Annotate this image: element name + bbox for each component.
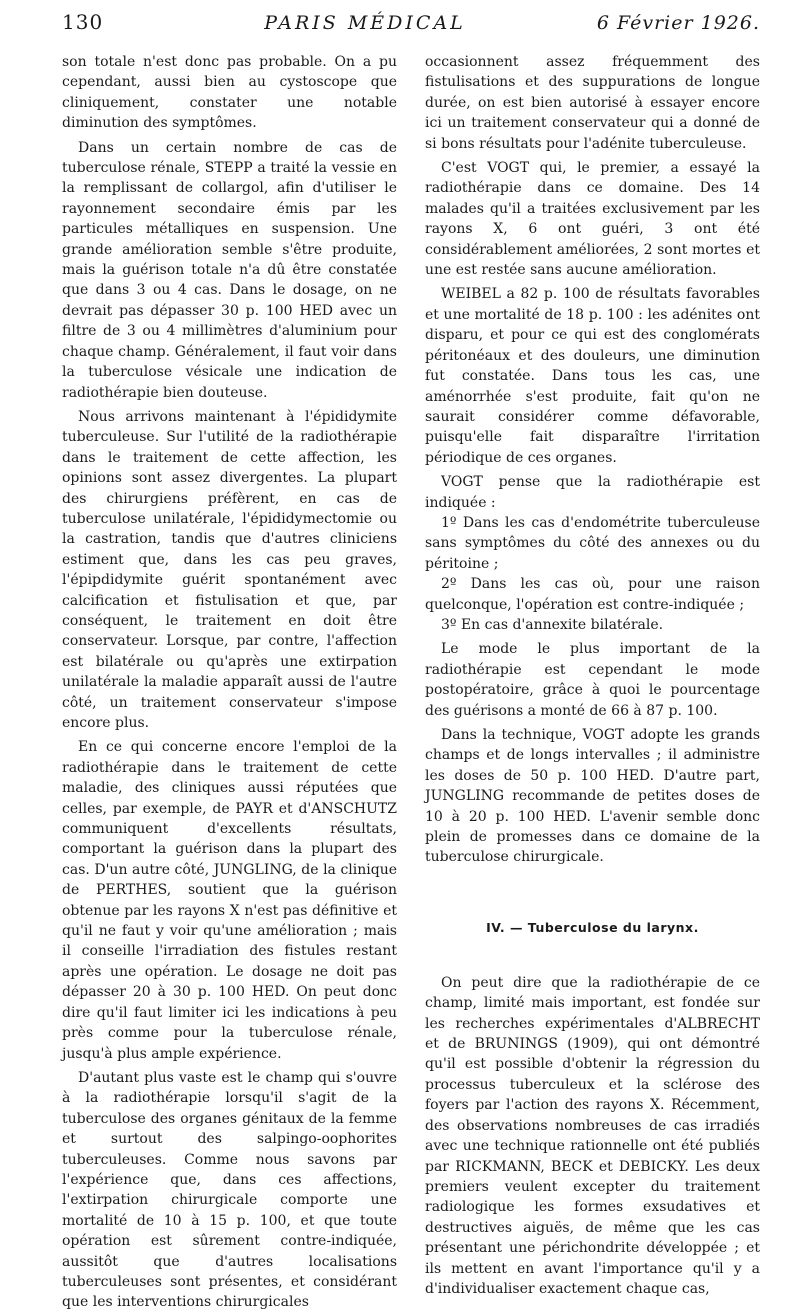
paragraph: VOGT pense que la radiothérapie est indiquée : bbox=[425, 474, 760, 511]
paragraph: D'autant plus vaste est le champ qui s'ouvre à la radiothérapie lorsqu'il s'agit de la tuberculose des organes génitaux de la femme et surtout des salpingo-oophorites tuberculeuses. Comme nous savons par l'expérience que, dans ces affections, l'extirpation chirurgicale comporte une mortalité de 10 à 15 p. 100, et que toute opération est sûrement contre-indiquée, aussitôt que d'autres localisations tuberculeuses sont présentes, et considérant que les interventions chirurgicales bbox=[62, 1069, 397, 1311]
issue-date: 6 Février 1926. bbox=[596, 12, 760, 34]
left-column bbox=[62, 52, 397, 1313]
paragraph: Le mode le plus important de la radiothérapie est cependant le mode postopératoire, grâce à quoi le pourcentage des guérisons a monté de 66 à 87 p. 100. bbox=[425, 641, 760, 719]
list-item: 1º Dans les cas d'endométrite tuberculeuse sans symptômes du côté des annexes ou du péritoine ; bbox=[425, 514, 760, 572]
list-item: 3º En cas d'annexite bilatérale. bbox=[441, 616, 664, 633]
paragraph: C'est VOGT qui, le premier, a essayé la radiothérapie dans ce domaine. Des 14 malades qu'il a traitées exclusivement par les rayons X, 6 ont guéri, 3 ont été considérablement améliorées, 2 sont mortes et une est restée sans aucune amélioration. bbox=[425, 160, 760, 279]
journal-title: PARIS MÉDICAL bbox=[264, 12, 466, 34]
paragraph: En ce qui concerne encore l'emploi de la radiothérapie dans le traitement de cette maladie, des cliniques aussi réputées que celles, par exemple, de PAYR et d'ANSCHUTZ communiquent d'excellents résultats, comportant la guérison dans la plupart des cas. D'un autre côté, JUNGLING, de la clinique de PERTHES, soutient que la guérison obtenue par les rayons X n'est pas définitive et qu'il ne faut y voir qu'une amélioration ; mais il conseille l'irradiation des fistules restant après une opération. Le dosage ne doit pas dépasser 20 à 30 p. 100 HED. On peut donc dire qu'il faut limiter ici les indications à peu près comme pour la tuberculose rénale, jusqu'à plus ample expérience. bbox=[62, 739, 397, 1062]
paragraph: On peut dire que la radiothérapie de ce champ, limité mais important, est fondée sur les recherches expérimentales d'ALBRECHT et de BRUNINGS (1909), qui ont démontré qu'il est possible d'obtenir la régression du processus tuberculeux et la sclérose des foyers par l'action des rayons X. Récemment, des observations nombreuses de cas irradiés avec une technique rationnelle ont été publiés par RICKMANN, BECK et DEBICKY. Les deux premiers veulent excepter du traitement radiologique les formes exsudatives et destructives aiguës, de même que les cas présentant une périchondrite développée ; et ils mettent en avant l'importance qu'il y a d'individualiser exactement chaque cas, bbox=[425, 974, 760, 1297]
paragraph: Dans un certain nombre de cas de tuberculose rénale, STEPP a traité la vessie en la remplissant de collargol, afin d'utiliser le rayonnement secondaire émis par les particules métalliques en suspension. Une grande amélioration semble s'être produite, mais la guérison totale n'a dû être constatée que dans 3 ou 4 cas. Dans le dosage, on ne devrait pas dépasser 30 p. 100 HED avec un filtre de 3 ou 4 millimètres d'aluminium pour chaque champ. Généralement, il faut voir dans la tuberculose vésicale une indication de radiothérapie bien douteuse. bbox=[62, 139, 397, 401]
paragraph: occasionnent assez fréquemment des fistulisations et des suppurations de longue durée, on est bien autorisé à essayer encore ici un traitement conservateur qui a donné de si bons résultats pour l'adénite tuberculeuse. bbox=[425, 54, 760, 152]
section-heading: IV. — Tuberculose du larynx. bbox=[486, 919, 699, 935]
right-column bbox=[425, 52, 760, 1313]
page-header bbox=[62, 10, 760, 52]
text-columns bbox=[62, 52, 760, 1313]
paragraph: Dans la technique, VOGT adopte les grands champs et de longs intervalles ; il administre les doses de 50 p. 100 HED. D'autre part, JUNGLING recommande de petites doses de 10 à 20 p. 100 HED. L'avenir semble donc plein de promesses dans ce domaine de la tuberculose chirurgicale. bbox=[425, 727, 760, 866]
page-number: 130 bbox=[62, 10, 104, 34]
paragraph: WEIBEL a 82 p. 100 de résultats favorables et une mortalité de 18 p. 100 : les adénites ont disparu, et pour ce qui est des conglomérats péritonéaux et des douleurs, une diminution fut constatée. Dans tous les cas, une aménorrhée s'est produite, fait qu'on ne saurait considérer comme défavorable, puisqu'elle fait disparaître l'irritation périodique de ces organes. bbox=[425, 286, 760, 466]
paragraph: Nous arrivons maintenant à l'épididymite tuberculeuse. Sur l'utilité de la radiothérapie dans le traitement de cette affection, les opinions sont assez divergentes. La plupart des chirurgiens préfèrent, en cas de tuberculose unilatérale, l'épididymectomie ou la castration, tandis que d'autres cliniciens estiment que, dans les cas peu graves, l'épipdidymite guérit spontanément avec calcification et fistulisation et que, par conséquent, le traitement en doit être conservateur. Lorsque, par contre, l'affection est bilatérale ou qu'après une extirpation unilatérale la maladie apparaît aussi de l'autre côté, un traitement conservateur s'impose encore plus. bbox=[62, 408, 397, 731]
paragraph: son totale n'est donc pas probable. On a pu cependant, aussi bien au cystoscope que cliniquement, constater une notable diminution des symptômes. bbox=[62, 54, 397, 132]
list-item: 2º Dans les cas où, pour une raison quelconque, l'opération est contre-indiquée ; bbox=[425, 576, 760, 613]
